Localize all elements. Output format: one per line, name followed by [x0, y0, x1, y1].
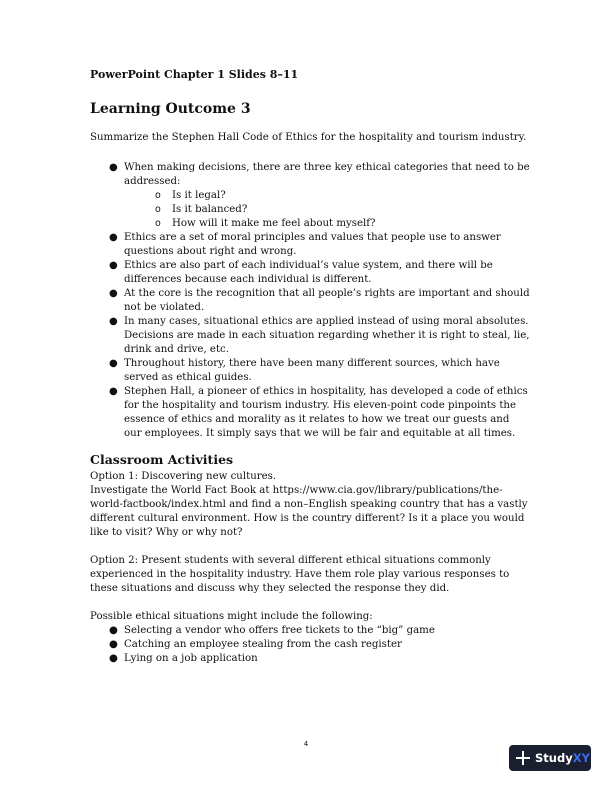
situation-text: Selecting a vendor who offers free tickets to the “big” game [124, 625, 435, 636]
bullet-dot-icon: ● [109, 260, 118, 271]
situation-item [90, 652, 530, 666]
bullet-text: When making decisions, there are three key ethical categories that need to be addressed: [124, 162, 530, 187]
situation-item [90, 638, 530, 652]
bullet-text: Ethics are a set of moral principles and values that people use to answer questions about right and wrong. [124, 232, 501, 257]
bullet-text: At the core is the recognition that all people’s rights are important and should not be violated. [124, 288, 530, 313]
situation-item [90, 624, 530, 638]
bullet-item [90, 287, 530, 315]
plus-icon [516, 751, 530, 765]
sub-bullet-item [124, 189, 530, 203]
summary-text: Summarize the Stephen Hall Code of Ethics for the hospitality and tourism industry. [90, 132, 527, 143]
possible-situations-intro: Possible ethical situations might include the following: [90, 611, 373, 622]
ethics-bullet-list [90, 161, 530, 441]
spacer [90, 540, 530, 554]
option1-title: Option 1: Discovering new cultures. [90, 471, 277, 482]
circle-bullet-icon: o [155, 204, 161, 215]
bullet-dot-icon: ● [109, 288, 118, 299]
brand-accent-text: XY [572, 751, 590, 765]
situations-list [90, 624, 530, 666]
document-body [90, 68, 530, 666]
bullet-dot-icon: ● [109, 625, 118, 636]
brand-text: Study [535, 751, 573, 765]
studyxy-badge[interactable] [509, 745, 591, 771]
bullet-dot-icon: ● [109, 386, 118, 397]
sub-bullet-text: Is it legal? [172, 190, 226, 201]
bullet-item [90, 385, 530, 441]
bullet-text: Stephen Hall, a pioneer of ethics in hospitality, has developed a code of ethics for the hospitality and tourism industry. His eleven-point code pinpoints the essence of ethics and morality as it relates to how we treat our guests and our employees. It simply says that we will be fair and equitable at all times. [124, 386, 528, 439]
sub-bullet-item [124, 217, 530, 231]
slides-heading: PowerPoint Chapter 1 Slides 8–11 [90, 68, 299, 81]
sub-bullet-item [124, 203, 530, 217]
option2-text: Option 2: Present students with several different ethical situations commonly experienced in the hospitality industry. Have them role play various responses to these situations and discuss why they selected the response they did. [90, 555, 510, 594]
bullet-dot-icon: ● [109, 639, 118, 650]
bullet-text: In many cases, situational ethics are applied instead of using moral absolutes. Decisions are made in each situation regarding whether it is right to steal, lie, drink and drive, etc. [124, 316, 530, 355]
outcome-title: Learning Outcome 3 [90, 101, 251, 117]
option1-text: Investigate the World Fact Book at https://www.cia.gov/library/publications/the-world-factbook/index.html and find a non–English speaking country that has a vastly different cultural environment. How is the country different? Is it a place you would like to visit? Why or why not? [90, 485, 528, 538]
bullet-item [90, 161, 530, 231]
bullet-dot-icon: ● [109, 232, 118, 243]
bullet-text: Ethics are also part of each individual’s value system, and there will be differences because each individual is different. [124, 260, 493, 285]
sub-bullet-text: Is it balanced? [172, 204, 248, 215]
bullet-item [90, 315, 530, 357]
sub-bullet-text: How will it make me feel about myself? [172, 218, 376, 229]
bullet-dot-icon: ● [109, 162, 118, 173]
situation-text: Lying on a job application [124, 653, 258, 664]
bullet-dot-icon: ● [109, 653, 118, 664]
bullet-dot-icon: ● [109, 316, 118, 327]
spacer [90, 596, 530, 610]
bullet-item [90, 231, 530, 259]
bullet-item [90, 357, 530, 385]
bullet-dot-icon: ● [109, 358, 118, 369]
bullet-text: Throughout history, there have been many different sources, which have served as ethical guides. [124, 358, 500, 383]
situation-text: Catching an employee stealing from the cash register [124, 639, 402, 650]
circle-bullet-icon: o [155, 218, 161, 229]
bullet-item [90, 259, 530, 287]
circle-bullet-icon: o [155, 190, 161, 201]
classroom-activities-title: Classroom Activities [90, 452, 234, 467]
sub-bullet-list [124, 189, 530, 231]
page-number: 4 [303, 740, 309, 748]
